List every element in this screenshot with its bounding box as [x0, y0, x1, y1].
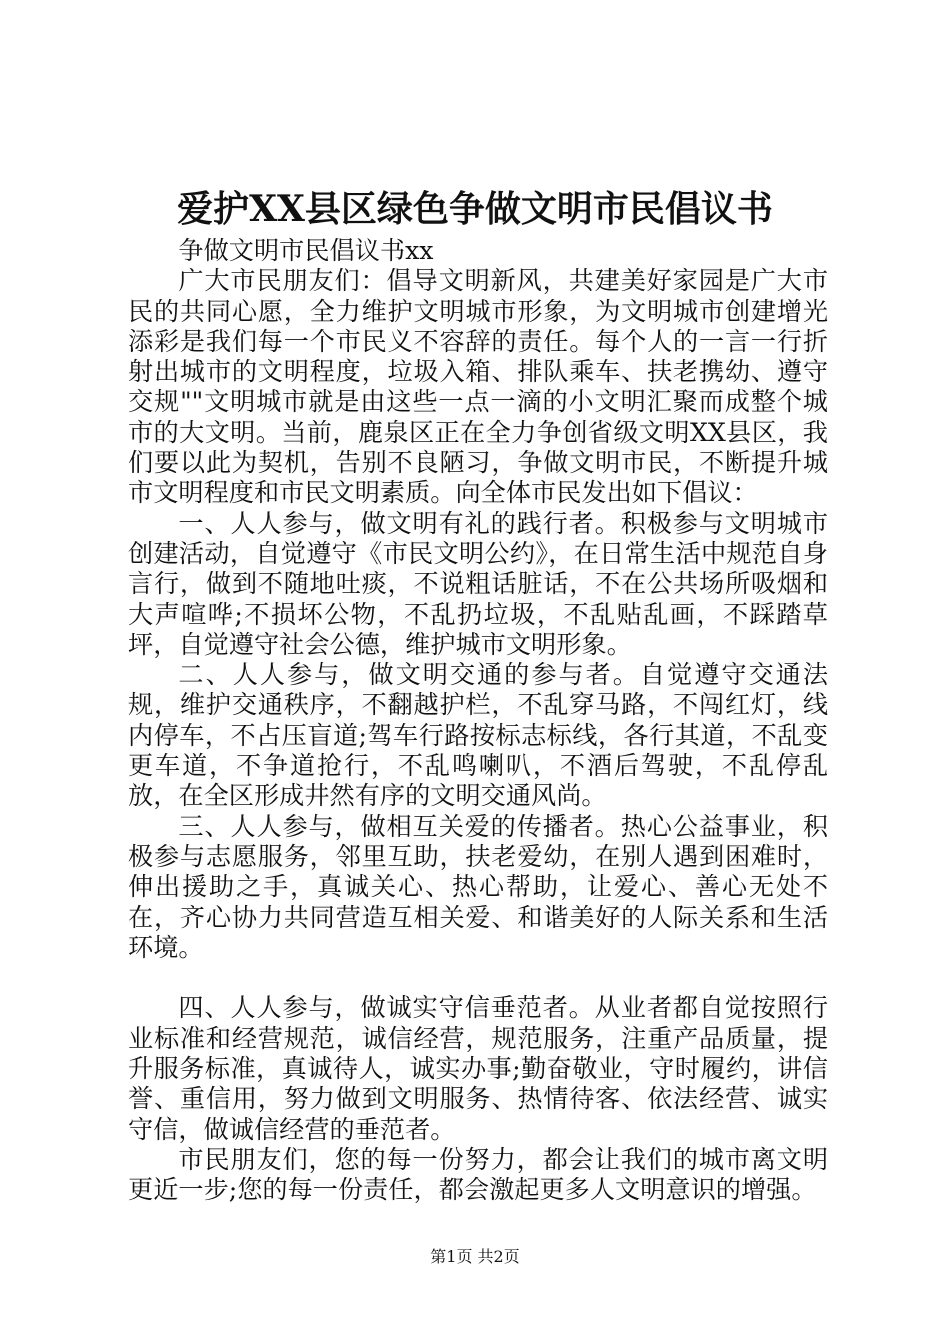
paragraph-item-1: 一、人人参与，做文明有礼的践行者。积极参与文明城市创建活动，自觉遵守《市民文明公约》，在日常生活中规范自身言行，做到不随地吐痰，不说粗话脏话，不在公共场所吸烟和大声喧哗;不损坏公物，不乱扔垃圾，不乱贴乱画，不踩踏草坪，自觉遵守社会公德，维护城市文明形象。 [128, 508, 828, 659]
paragraph-item-2: 二、人人参与，做文明交通的参与者。自觉遵守交通法规，维护交通秩序，不翻越护栏，不乱穿马路，不闯红灯，线内停车，不占压盲道;驾车行路按标志标线，各行其道，不乱变更车道，不争道抢行，不乱鸣喇叭，不酒后驾驶，不乱停乱放，在全区形成井然有序的文明交通风尚。 [128, 660, 828, 811]
paragraph-subtitle: 争做文明市民倡议书xx [178, 236, 434, 265]
paragraph-greeting: 广大市民朋友们：倡导文明新风，共建美好家园是广大市民的共同心愿，全力维护文明城市形象，为文明城市创建增光添彩是我们每一个市民义不容辞的责任。每个人的一言一行折射出城市的文明程度，垃圾入箱、排队乘车、扶老携幼、遵守交规""文明城市就是由这些一点一滴的小文明汇聚而成整个城市的大文明。当前，鹿泉区正在全力争创省级文明XX县区，我们要以此为契机，告别不良陋习，争做文明市民，不断提升城市文明程度和市民文明素质。向全体市民发出如下倡议： [128, 266, 828, 508]
page-number-footer: 第1页 共2页 [430, 1247, 520, 1266]
paragraph-item-3: 三、人人参与，做相互关爱的传播者。热心公益事业，积极参与志愿服务，邻里互助，扶老爱幼，在别人遇到困难时，伸出援助之手，真诚关心、热心帮助，让爱心、善心无处不在，齐心协力共同营造互相关爱、和谐美好的人际关系和生活环境。 [128, 811, 828, 962]
document-title: 爱护XX县区绿色争做文明市民倡议书 [177, 188, 773, 230]
paragraph-item-4: 四、人人参与，做诚实守信垂范者。从业者都自觉按照行业标准和经营规范，诚信经营，规范服务，注重产品质量，提升服务标准，真诚待人，诚实办事;勤奋敬业，守时履约，讲信誉、重信用，努力做到文明服务、热情待客、依法经营、诚实守信，做诚信经营的垂范者。 [128, 993, 828, 1144]
paragraph-closing: 市民朋友们，您的每一份努力，都会让我们的城市离文明更近一步;您的每一份责任，都会激起更多人文明意识的增强。 [128, 1144, 828, 1205]
document-body [128, 236, 828, 1206]
